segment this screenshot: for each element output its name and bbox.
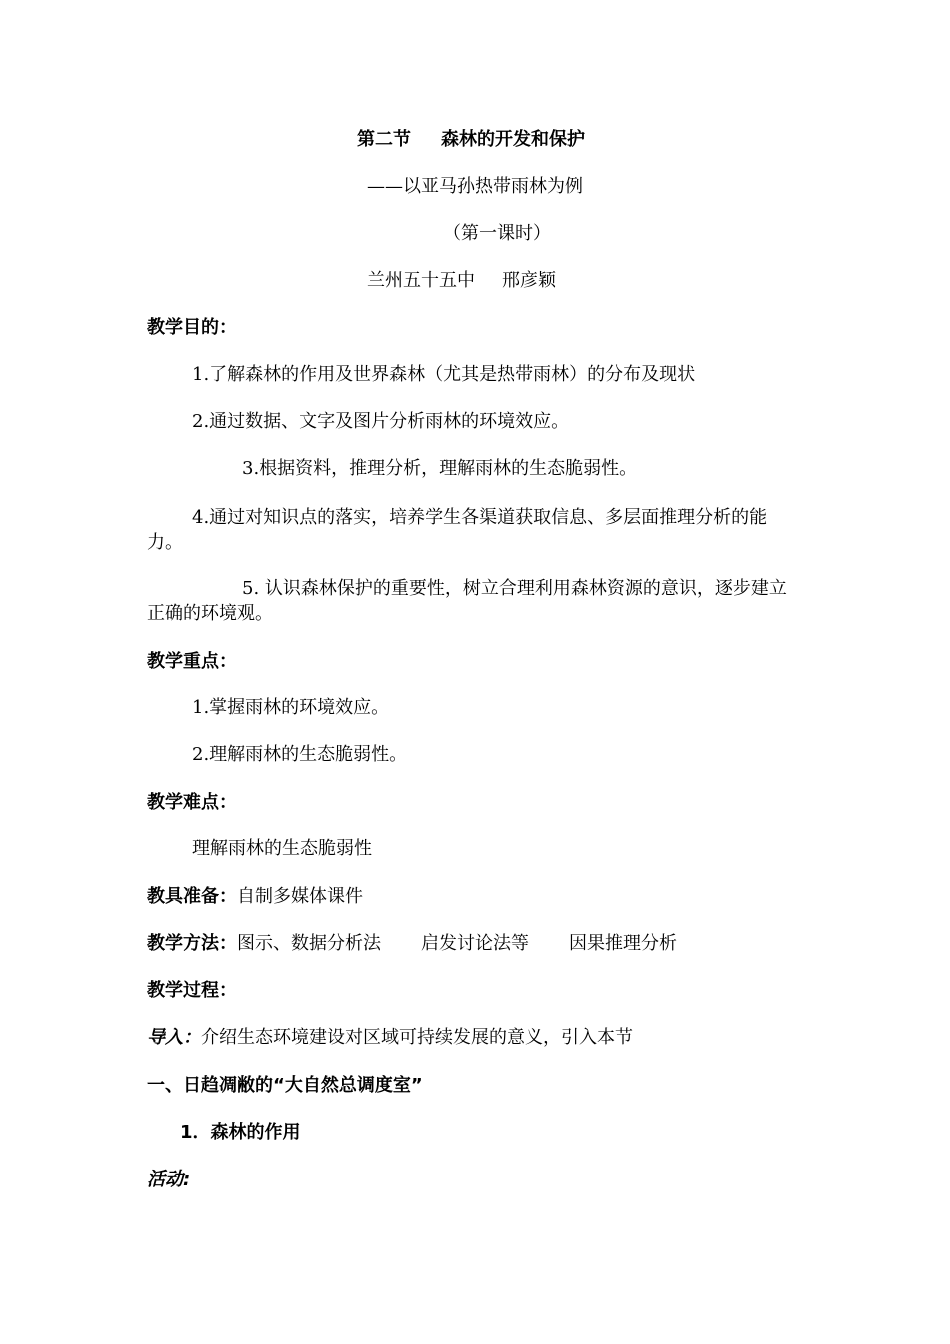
process-heading: 教学过程： [147,980,237,1001]
objective-item-continuation: 正确的环境观。 [147,603,273,624]
objective-item: 4.通过对知识点的落实，培养学生各渠道获取信息、多层面推理分析的能 [192,507,768,528]
difficult-point-text: 理解雨林的生态脆弱性 [192,838,372,859]
difficult-points-heading: 教学难点： [147,792,237,813]
key-points-heading: 教学重点： [147,651,237,672]
objectives-heading: 教学目的： [147,317,237,338]
intro-line [147,1027,633,1049]
key-point-item: 2.理解雨林的生态脆弱性。 [192,744,408,765]
key-point-item: 1.掌握雨林的环境效应。 [192,697,390,718]
subtitle: ——以亚马孙热带雨林为例 [367,176,583,197]
method-item: 因果推理分析 [569,933,677,954]
method-item: 图示、数据分析法 [237,933,381,954]
objective-item: 1.了解森林的作用及世界森林（尤其是热带雨林）的分布及现状 [192,364,696,385]
lesson-label: （第一课时） [443,223,551,244]
objective-item: 2.通过数据、文字及图片分析雨林的环境效应。 [192,411,570,432]
page-title [357,129,585,151]
method-item: 启发讨论法等 [421,933,529,954]
intro-text: 介绍生态环境建设对区域可持续发展的意义，引入本节 [201,1027,633,1048]
methods-heading: 教学方法： [147,933,237,954]
objective-item: 3.根据资料，推理分析，理解雨林的生态脆弱性。 [242,458,638,479]
title-section: 第二节 [357,129,411,150]
school-name: 兰州五十五中 [367,270,475,291]
author-line [367,270,556,292]
objective-item: 5. 认识森林保护的重要性，树立合理利用森林资源的意识，逐步建立 [242,578,787,599]
methods-line [147,933,677,955]
activity-label: 活动: [147,1169,191,1190]
author-name: 邢彦颖 [502,270,556,291]
tools-line [147,886,363,908]
tools-text: 自制多媒体课件 [237,886,363,907]
intro-label: 导入： [147,1027,201,1048]
section-heading: 一、日趋凋敝的“大自然总调度室” [147,1075,423,1096]
title-topic: 森林的开发和保护 [441,129,585,150]
tools-heading: 教具准备： [147,886,237,907]
objective-item-continuation: 力。 [147,532,183,553]
subsection-heading: 1．森林的作用 [180,1122,301,1143]
